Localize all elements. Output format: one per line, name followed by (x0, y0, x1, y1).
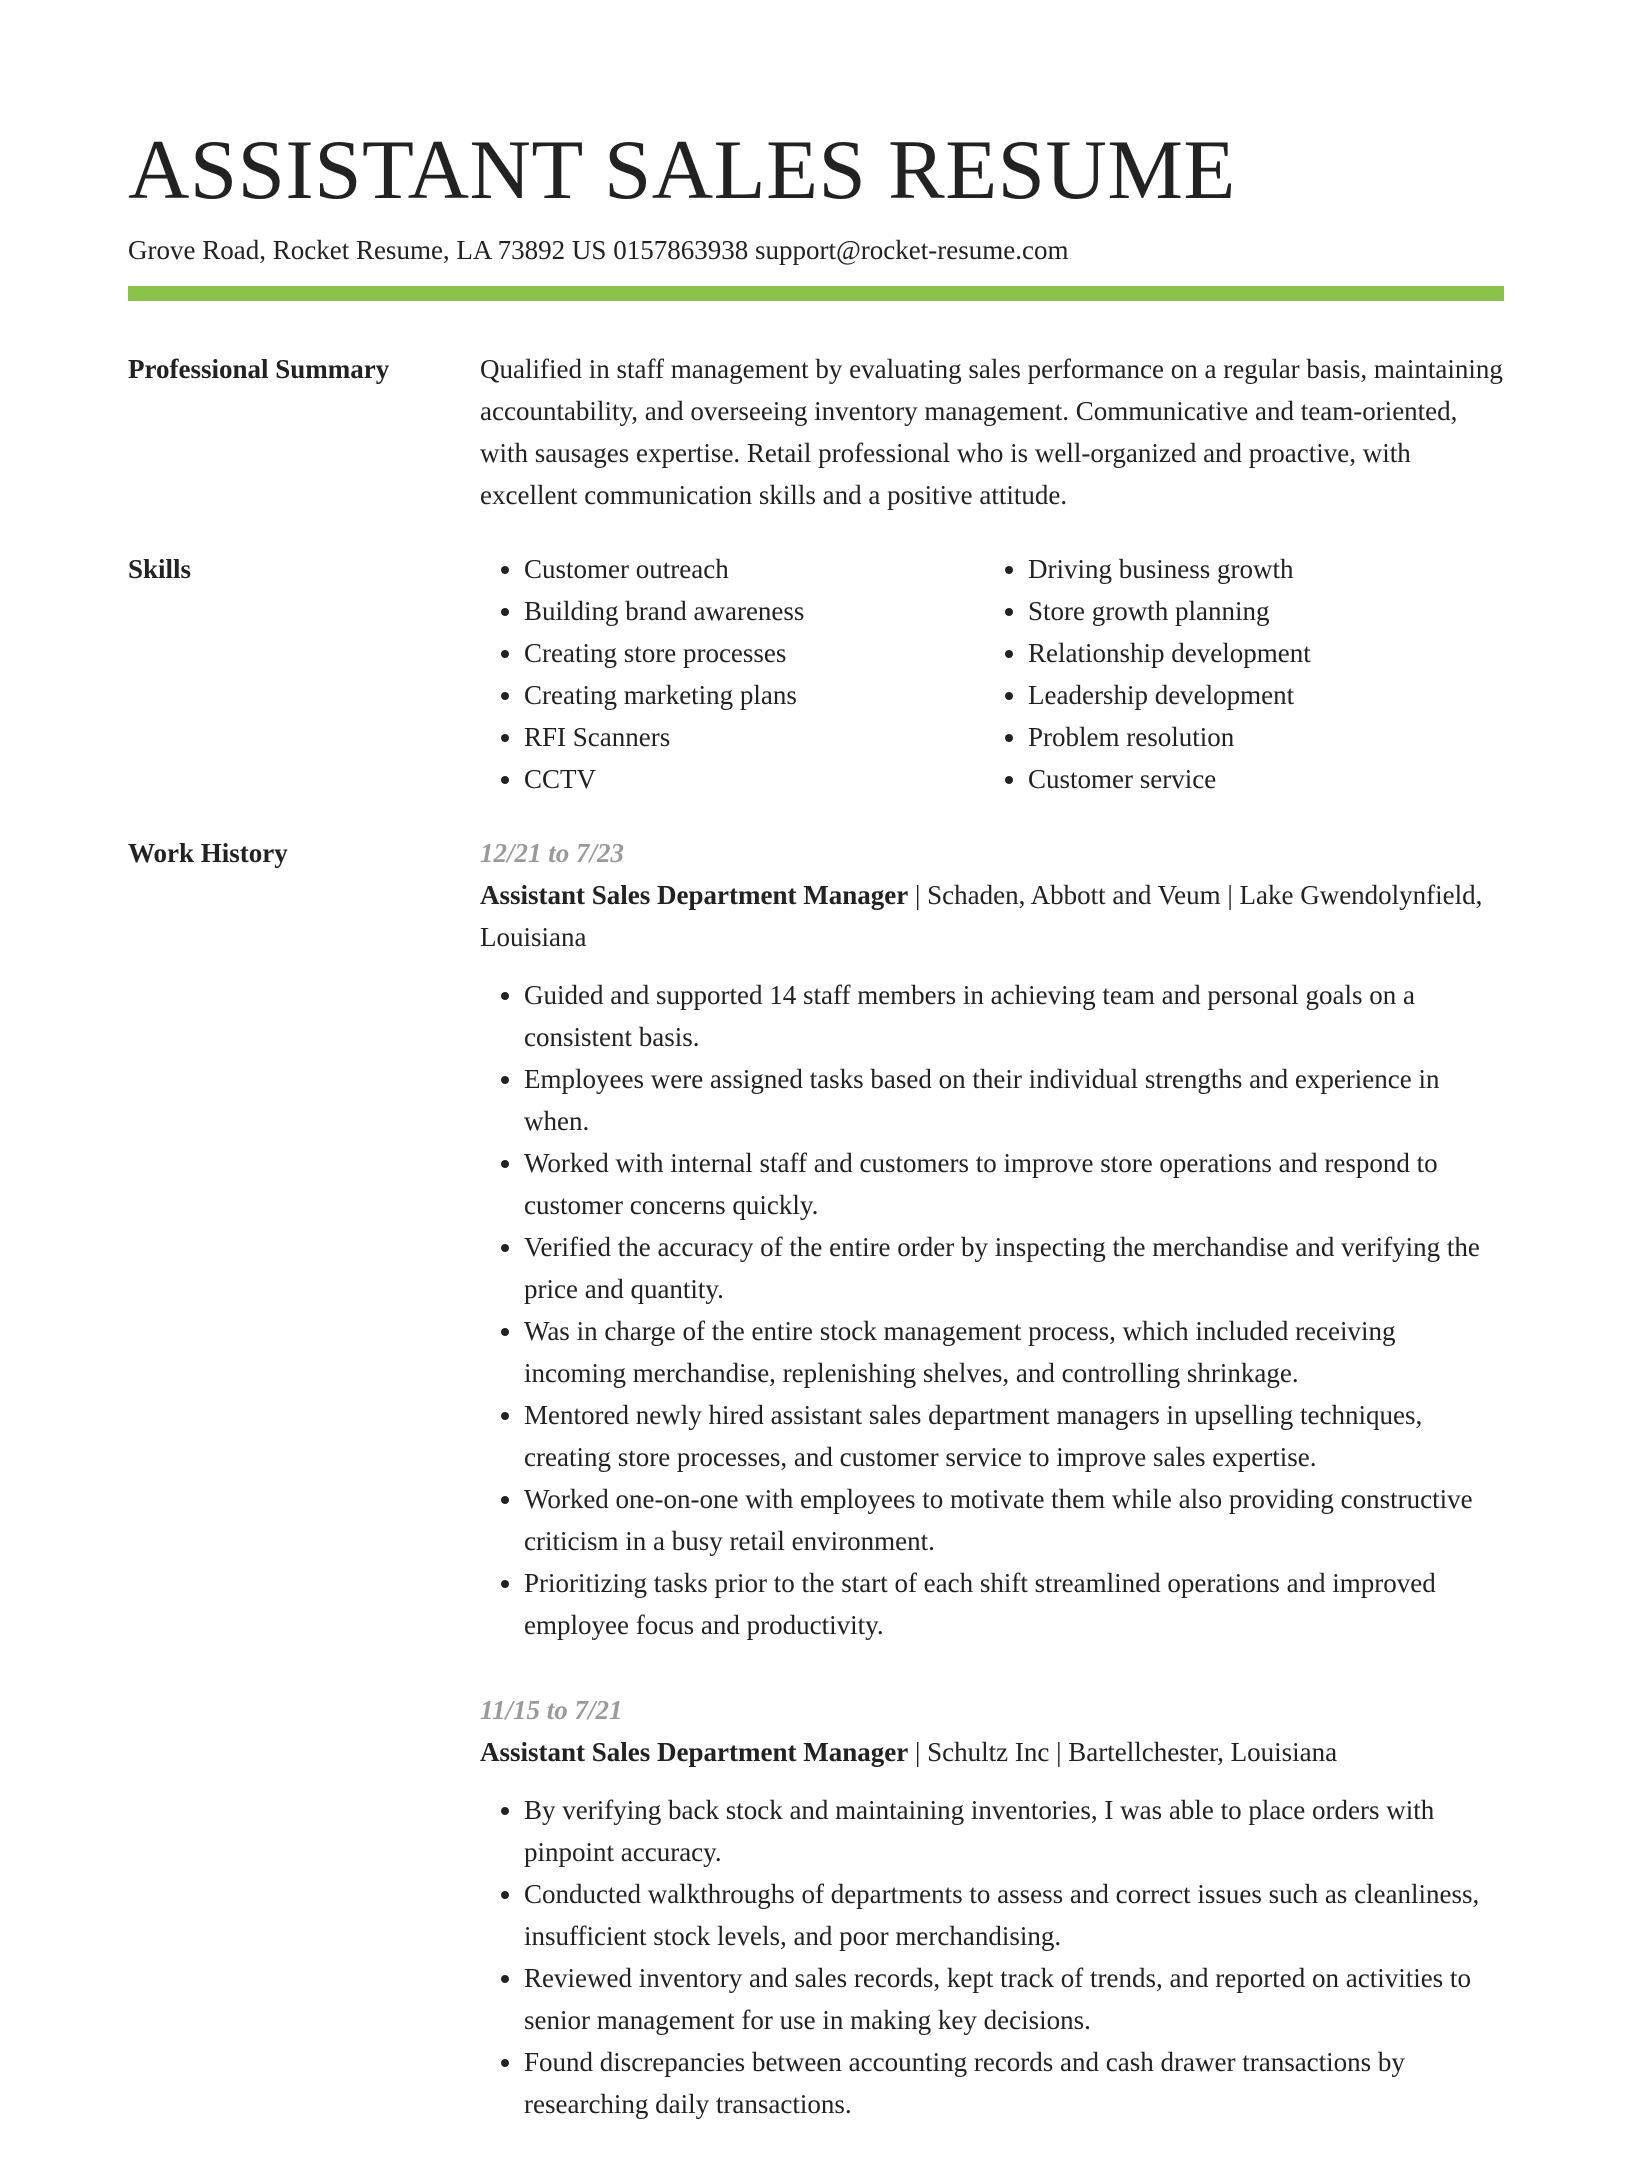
job-bullet: • Worked with internal staff and customers to improve store operations and respond to customer concerns quickly. (524, 1142, 1504, 1226)
job-bullet: • Conducted walkthroughs of departments to assess and correct issues such as cleanliness, insufficient stock levels, and poor merchandising. (524, 1873, 1504, 1957)
job-title-line (480, 874, 1504, 958)
job-bullet: • By verifying back stock and maintaining inventories, I was able to place orders with pinpoint accuracy. (524, 1789, 1504, 1873)
section-label-summary: Professional Summary (128, 354, 390, 384)
job-bullet: • Prioritizing tasks prior to the start of each shift streamlined operations and improved employee focus and productivity. (524, 1562, 1504, 1646)
job-location: Lake Gwendolynfield, Louisiana (480, 880, 1483, 952)
section-body-summary (480, 348, 1504, 516)
job-bullet: • Employees were assigned tasks based on their individual strengths and experience in when. (524, 1058, 1504, 1142)
contact-line: Grove Road, Rocket Resume, LA 73892 US 0157863938 support@rocket-resume.com (128, 235, 1069, 265)
job-bullet: • Mentored newly hired assistant sales department managers in upselling techniques, creating store processes, and customer service to improve sales expertise. (524, 1394, 1504, 1478)
separator: | (1220, 880, 1240, 910)
job-company: Schaden, Abbott and Veum (927, 880, 1221, 910)
skill-item: • CCTV (524, 758, 984, 800)
skill-item: • Customer outreach (524, 548, 984, 590)
job-bullet: • Found discrepancies between accounting records and cash drawer transactions by researching daily transactions. (524, 2041, 1504, 2125)
skill-item: • Creating marketing plans (524, 674, 984, 716)
skill-item: • Creating store processes (524, 632, 984, 674)
skill-item: • Leadership development (1028, 674, 1488, 716)
job-bullet: • Reviewed inventory and sales records, kept track of trends, and reported on activities to senior management for use in making key decisions. (524, 1957, 1504, 2041)
job-bullets (480, 1789, 1504, 2125)
resume-title: ASSISTANT SALES RESUME (128, 123, 1236, 217)
job-bullet: • Verified the accuracy of the entire order by inspecting the merchandise and verifying the price and quantity. (524, 1226, 1504, 1310)
skill-item: • Relationship development (1028, 632, 1488, 674)
job-entry (480, 1689, 1504, 2125)
job-dates: 11/15 to 7/21 (480, 1695, 623, 1725)
skills-column-1 (480, 548, 984, 800)
job-location: Bartellchester, Louisiana (1068, 1737, 1338, 1767)
skill-item: • Store growth planning (1028, 590, 1488, 632)
skill-item: • RFI Scanners (524, 716, 984, 758)
skills-columns (480, 548, 1504, 800)
job-title: Assistant Sales Department Manager (480, 1737, 909, 1767)
job-bullet: • Guided and supported 14 staff members in achieving team and personal goals on a consistent basis. (524, 974, 1504, 1058)
skill-item: • Building brand awareness (524, 590, 984, 632)
job-company: Schultz Inc (927, 1737, 1050, 1767)
separator: | (908, 1737, 928, 1767)
job-bullet: • Was in charge of the entire stock management process, which included receiving incoming merchandise, replenishing shelves, and controlling shrinkage. (524, 1310, 1504, 1394)
section-label-skills: Skills (128, 554, 192, 584)
section-label-work-history: Work History (128, 838, 288, 868)
skills-column-2 (984, 548, 1488, 800)
separator: | (908, 880, 928, 910)
job-title-line (480, 1731, 1504, 1773)
job-title: Assistant Sales Department Manager (480, 880, 909, 910)
job-bullets (480, 974, 1504, 1646)
work-history-jobs (480, 832, 1504, 2168)
separator: | (1049, 1737, 1069, 1767)
skill-item: • Driving business growth (1028, 548, 1488, 590)
summary-text: Qualified in staff management by evaluating sales performance on a regular basis, maintaining accountability, and overseeing inventory management. Communicative and team-oriented, with sausages expertise. Retail professional who is well-organized and proactive, with excellent communication skills and a positive attitude. (480, 354, 1503, 510)
skill-item: • Customer service (1028, 758, 1488, 800)
accent-divider (128, 286, 1504, 301)
skill-item: • Problem resolution (1028, 716, 1488, 758)
job-entry (480, 832, 1504, 1646)
job-bullet: • Worked one-on-one with employees to motivate them while also providing constructive criticism in a busy retail environment. (524, 1478, 1504, 1562)
job-dates: 12/21 to 7/23 (480, 838, 625, 868)
